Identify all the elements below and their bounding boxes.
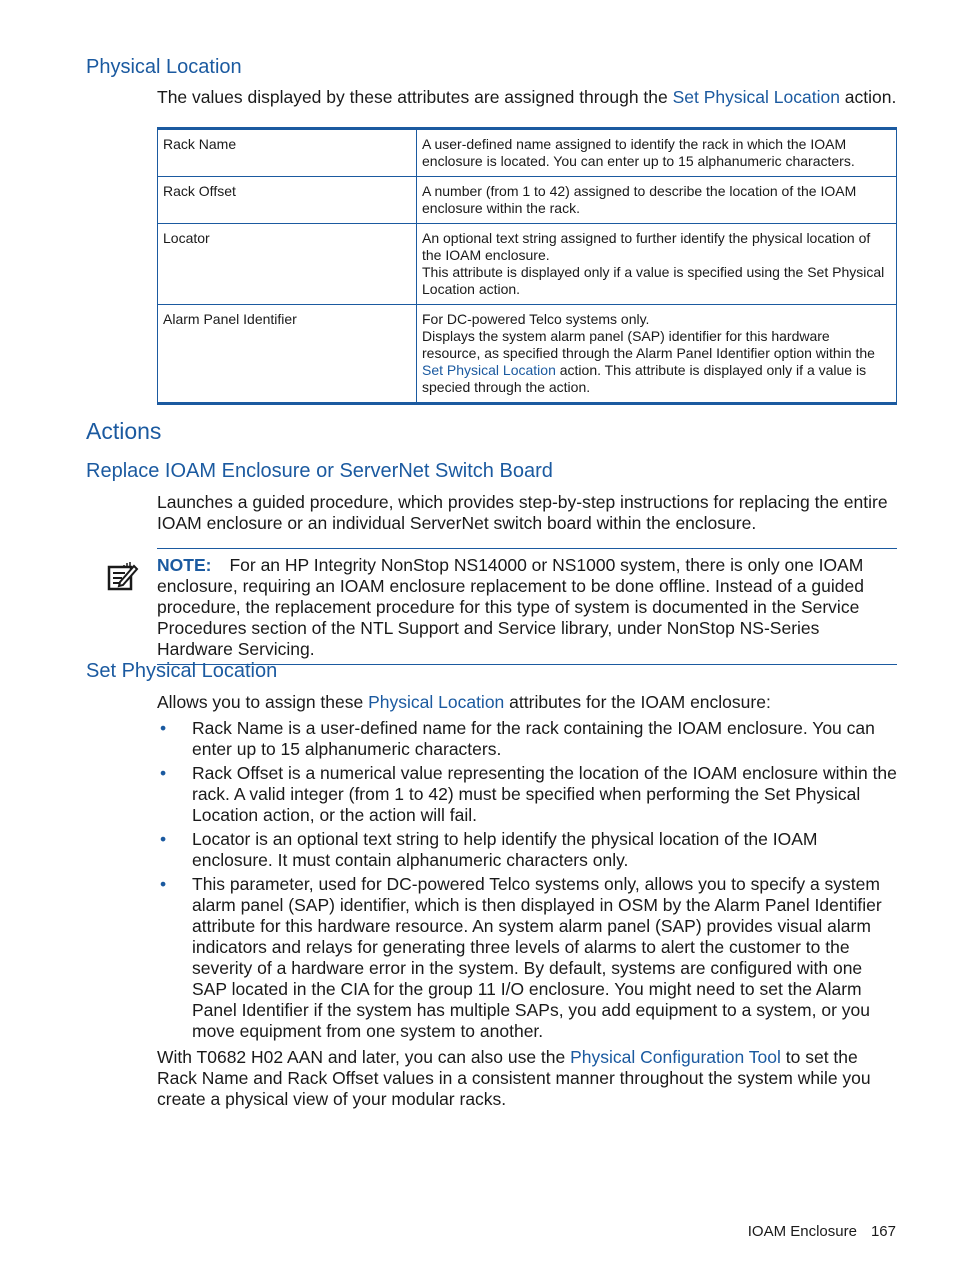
list-item: • This parameter, used for DC-powered Telco systems only, allows you to specify a system alarm panel (SAP) identifier, which is then displayed in OSM by the Alarm Panel Identifier attribute for this hardware resource. An system alarm panel (SAP) provides visual alarm indicators and relays for generating three levels of alarms to alert the customer to the severity of a hardware error in the system. By default, systems are configured with one SAP located in the CIA for the group 11 I/O enclosure. You might need to set the Alarm Panel Identifier if the system has multiple SAPs, you add equipment to a system, or you move equipment from one system to another. [160,874,882,1041]
attribute-bullet-list [157,718,899,1045]
note-label: NOTE: [157,555,212,575]
attr-desc-cell: For DC-powered Telco systems only. Displays the system alarm panel (SAP) identifier for this hardware resource, as specified through the Alarm Panel Identifier option within the Set Physical Location action. This attribute is displayed only if a value is specied through the action. [417,305,897,404]
attr-desc-cell: A number (from 1 to 42) assigned to describe the location of the IOAM enclosure within the rack. [417,177,897,224]
physical-location-link[interactable]: Physical Location [368,692,505,712]
bullet-icon: • [160,829,167,849]
table-row [158,305,897,404]
attr-name-cell: Alarm Panel Identifier [158,305,417,404]
table-row [158,129,897,177]
list-item: • Rack Offset is a numerical value representing the location of the IOAM enclosure within the rack. A valid integer (from 1 to 42) must be specified when performing the Set Physical Location action, or the action will fail. [160,763,897,825]
page-number: 167 [870,1223,896,1240]
bullet-icon: • [160,874,167,894]
physical-location-intro: The values displayed by these attributes are assigned through the Set Physical Location action. [157,87,897,107]
attr-name-cell: Locator [158,224,417,305]
page-footer [748,1222,896,1242]
table-row [158,177,897,224]
bullet-icon: • [160,718,167,738]
physical-configuration-tool-link[interactable]: Physical Configuration Tool [570,1047,781,1067]
note-icon [106,560,140,594]
set-physical-location-heading: Set Physical Location [86,660,278,682]
physical-location-heading: Physical Location [86,56,242,78]
note-box [157,548,897,665]
bullet-icon: • [160,763,167,783]
set-location-intro: Allows you to assign these Physical Location attributes for the IOAM enclosure: [157,692,771,712]
set-physical-location-link[interactable]: Set Physical Location [422,362,556,378]
replace-heading: Replace IOAM Enclosure or ServerNet Switch Board [86,460,553,482]
attributes-table [157,127,897,405]
attr-name-cell: Rack Name [158,129,417,177]
note-text: For an HP Integrity NonStop NS14000 or NS1000 system, there is only one IOAM enclosure, requiring an IOAM enclosure replacement to be done offline. Instead of a guided procedure, the replacement procedure for this type of system is documented in the Service Procedures section of the NTL Support and Service library, under NonStop NS-Series Hardware Servicing. [157,555,864,659]
list-item: • Locator is an optional text string to help identify the physical location of the IOAM enclosure. It must contain alphanumeric characters only. [160,829,818,870]
table-row [158,224,897,305]
footer-section: IOAM Enclosure [747,1223,857,1240]
attr-name-cell: Rack Offset [158,177,417,224]
attr-desc-cell: An optional text string assigned to further identify the physical location of the IOAM enclosure. This attribute is displayed only if a value is specified using the Set Physical Location action. [417,224,897,305]
set-physical-location-link[interactable]: Set Physical Location [672,87,840,107]
closing-paragraph: With T0682 H02 AAN and later, you can also use the Physical Configuration Tool to set the Rack Name and Rack Offset values in a consistent manner throughout the system while you create a physical view of your modular racks. [157,1047,871,1109]
attr-desc-cell: A user-defined name assigned to identify the rack in which the IOAM enclosure is located. You can enter up to 15 alphanumeric characters. [417,129,897,177]
list-item: • Rack Name is a user-defined name for the rack containing the IOAM enclosure. You can enter up to 15 alphanumeric characters. [160,718,875,759]
replace-body: Launches a guided procedure, which provides step-by-step instructions for replacing the entire IOAM enclosure or an individual ServerNet switch board within the enclosure. [157,492,888,533]
actions-heading: Actions [86,418,162,444]
